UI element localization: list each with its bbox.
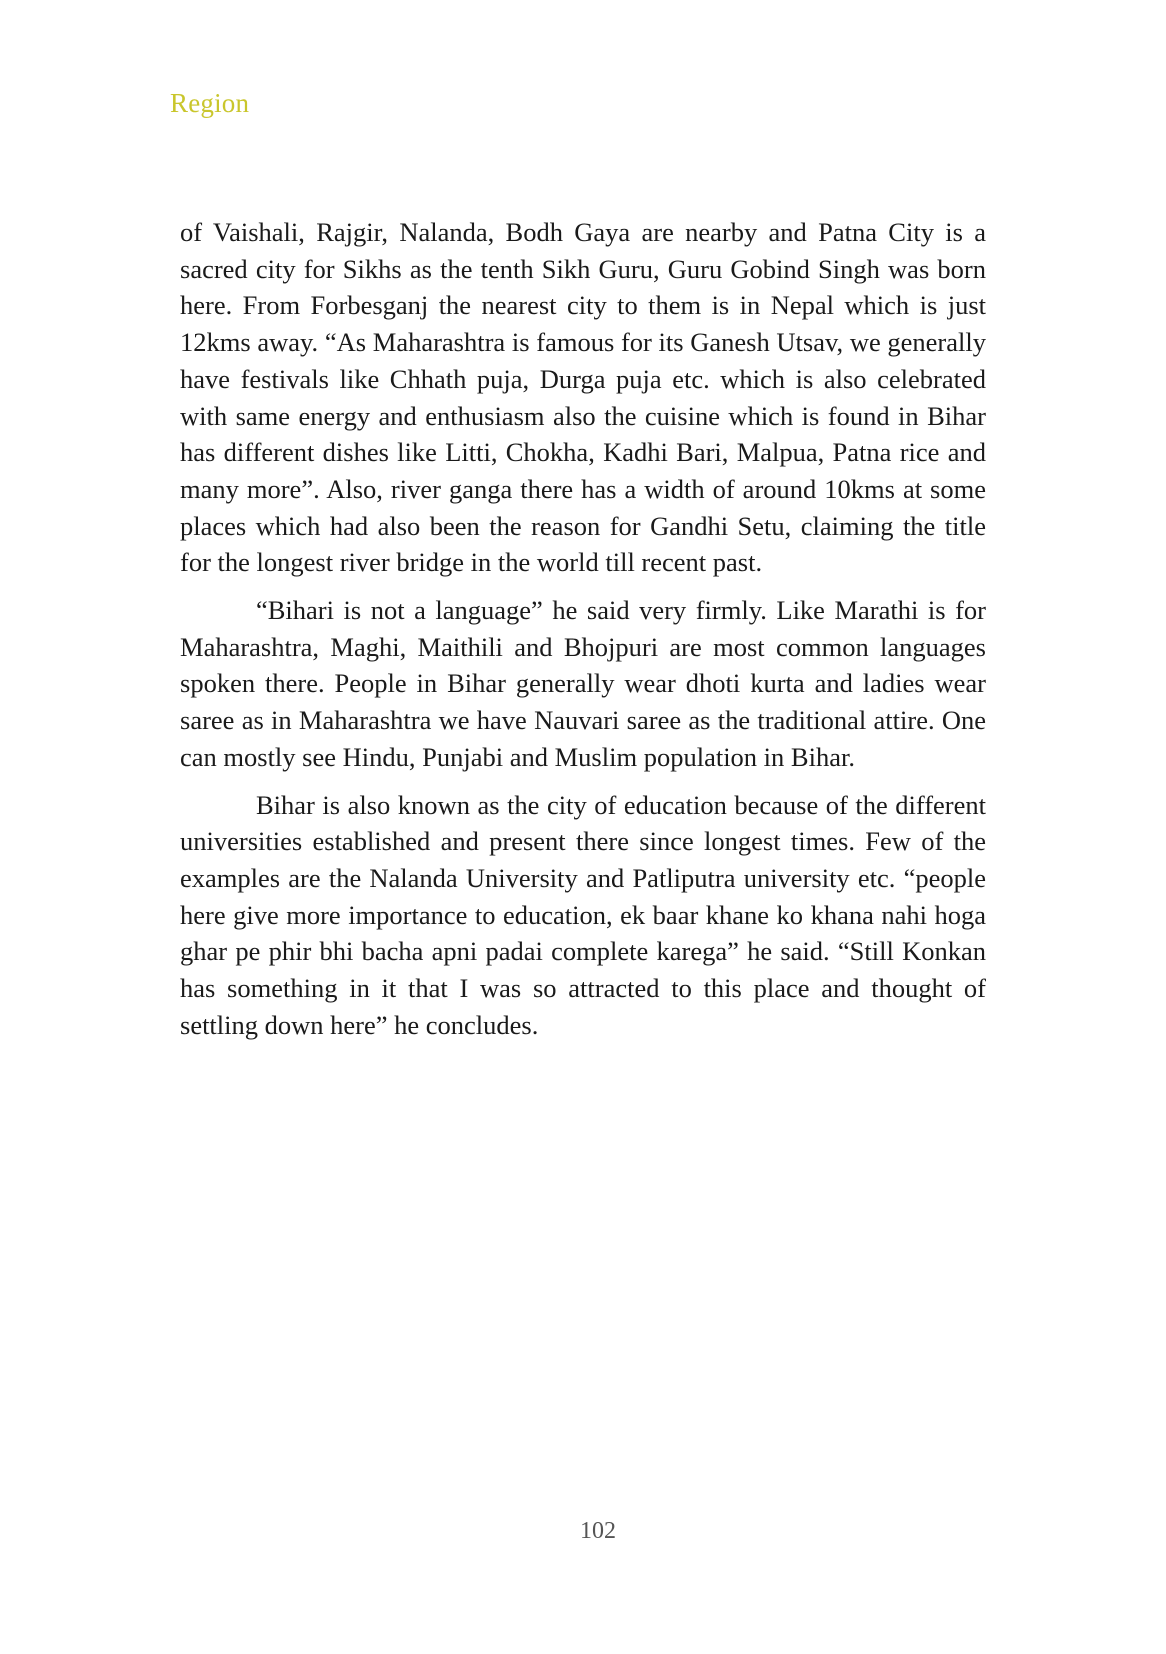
paragraph-1: of Vaishali, Rajgir, Nalanda, Bodh Gaya are nearby and Patna City is a sacred city for Sikhs as the tenth Sikh Guru, Guru Gobind Singh was born here. From Forbesganj the nearest city to them is in Nepal which is just 12kms away. “As Maharashtra is famous for its Ganesh Utsav, we generally have festivals like Chhath puja, Durga puja etc. which is also celebrated with same energy and enthusiasm also the cuisine which is found in Bihar has different dishes like Litti, Chokha, Kadhi Bari, Malpua, Patna rice and many more”. Also, river ganga there has a width of around 10kms at some places which had also been the reason for Gandhi Setu, claiming the title for the longest river bridge in the world till recent past. [180, 217, 986, 578]
running-head: Region [170, 88, 250, 118]
page-number: 102 [580, 1518, 616, 1544]
body-text [180, 214, 986, 1054]
paragraph-3: Bihar is also known as the city of education because of the different universities established and present there since longest times. Few of the examples are the Nalanda University and Patliputra university etc. “people here give more importance to education, ek baar khane ko khana nahi hoga ghar pe phir bhi bacha apni padai complete karega” he said. “Still Konkan has something in it that I was so attracted to this place and thought of settling down here” he concludes. [180, 789, 986, 1040]
paragraph-2: “Bihari is not a language” he said very firmly. Like Marathi is for Maharashtra, Maghi, Maithili and Bhojpuri are most common languages spoken there. People in Bihar generally wear dhoti kurta and ladies wear saree as in Maharashtra we have Nauvari saree as the traditional attire. One can mostly see Hindu, Punjabi and Muslim population in Bihar. [180, 595, 986, 772]
